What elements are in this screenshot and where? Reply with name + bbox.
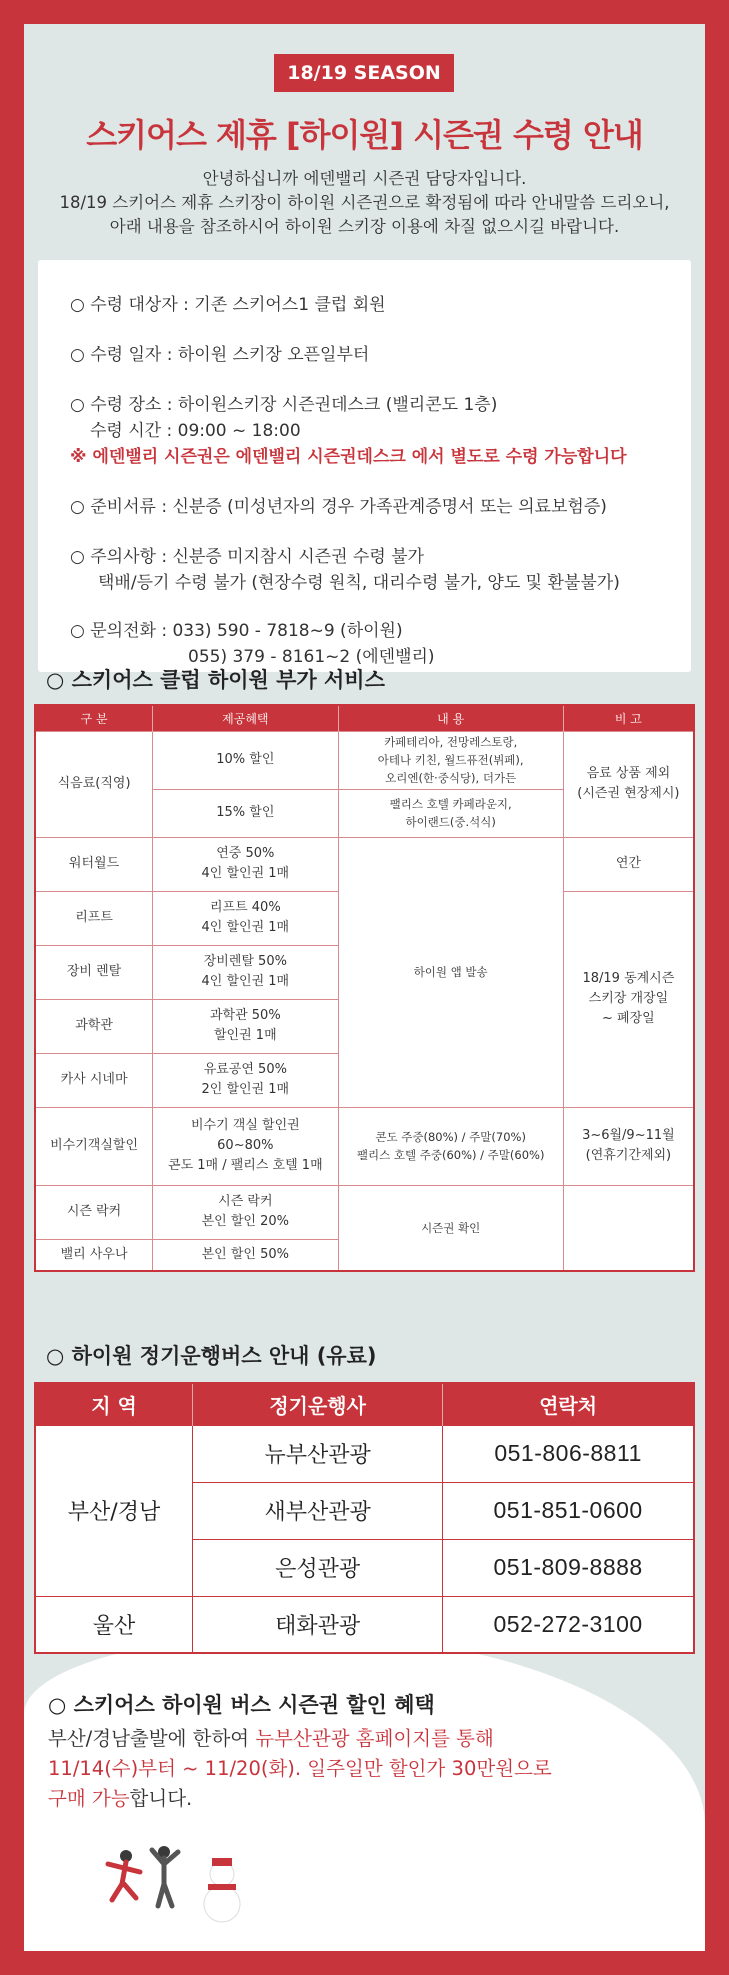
bus-heading: ○ 하이원 정기운행버스 안내 (유료) [46, 1344, 377, 1368]
cell-category: 리프트 [35, 891, 153, 945]
poster-panel [24, 24, 705, 1951]
info-time: 수령 시간 : 09:00 ~ 18:00 [90, 421, 301, 441]
intro-line: 안녕하십니까 에덴밸리 시즌권 담당자입니다. [202, 169, 527, 188]
info-phone-highone: ○ 문의전화 : 033) 590 - 7818~9 (하이원) [70, 621, 403, 641]
info-phone-edenvalley: 055) 379 - 8161~2 (에덴밸리) [188, 647, 435, 667]
cell-region: 부산/경남 [35, 1425, 193, 1596]
col-header-region: 지 역 [35, 1383, 193, 1425]
cell-phone: 051-806-8811 [443, 1425, 694, 1482]
intro-line: 아래 내용을 참조하시어 하이원 스키장 이용에 차질 없으시길 바랍니다. [109, 217, 620, 236]
info-notice: ※ 에덴밸리 시즌권은 에덴밸리 시즌권데스크 에서 별도로 수령 가능합니다 [70, 447, 627, 467]
cell-company: 뉴부산관광 [193, 1425, 443, 1482]
cell-category: 밸리 사우나 [35, 1239, 153, 1271]
services-heading: ○ 스키어스 클럽 하이원 부가 서비스 [46, 668, 385, 692]
info-target: ○ 수령 대상자 : 기존 스키어스1 클럽 회원 [70, 295, 386, 315]
cell-benefit: 본인 할인 50% [153, 1239, 338, 1271]
cell-benefit: 15% 할인 [153, 789, 338, 837]
cell-note: 3~6월/9~11월 (연휴기간제외) [563, 1107, 694, 1185]
cell-category: 비수기객실할인 [35, 1107, 153, 1185]
table-row [35, 1425, 694, 1482]
table-row [35, 837, 694, 891]
bus-table [34, 1382, 695, 1654]
col-header-benefit: 제공혜택 [153, 705, 338, 731]
col-header-content: 내 용 [338, 705, 563, 731]
season-badge: 18/19 SEASON [274, 54, 454, 92]
cell-category: 카사 시네마 [35, 1053, 153, 1107]
cell-note: 음료 상품 제외 (시즌권 현장제시) [563, 731, 694, 837]
cell-content: 시즌권 확인 [338, 1185, 563, 1271]
info-date: ○ 수령 일자 : 하이원 스키장 오픈일부터 [70, 345, 370, 365]
cell-category: 식음료(직영) [35, 731, 153, 837]
cell-note: 연간 [563, 837, 694, 891]
table-row [35, 1107, 694, 1185]
cell-note: 18/19 동계시즌 스키장 개장일 ~ 폐장일 [563, 891, 694, 1107]
promo-heading: ○ 스키어스 하이원 버스 시즌권 할인 혜택 [48, 1693, 435, 1717]
cell-category: 워터월드 [35, 837, 153, 891]
table-row [35, 731, 694, 789]
col-header-note: 비 고 [563, 705, 694, 731]
page-title: 스키어스 제휴 [하이원] 시즌권 수령 안내 [86, 116, 643, 154]
info-place: ○ 수령 장소 : 하이원스키장 시즌권데스크 (밸리콘도 1층) [70, 395, 498, 415]
cell-category: 과학관 [35, 999, 153, 1053]
info-box [38, 260, 691, 672]
cell-benefit: 시즌 락커 본인 할인 20% [153, 1185, 338, 1239]
cell-region: 울산 [35, 1596, 193, 1653]
cell-content: 카페테리아, 전망레스토랑, 아테나 키친, 월드퓨전(뷔페), 오리엔(한·중식당), 더가든 [338, 731, 563, 789]
intro-text [24, 167, 705, 239]
cell-company: 새부산관광 [193, 1482, 443, 1539]
cell-phone: 051-809-8888 [443, 1539, 694, 1596]
cell-content: 하이원 앱 발송 [338, 837, 563, 1107]
services-table [34, 704, 695, 1272]
info-docs: ○ 준비서류 : 신분증 (미성년자의 경우 가족관계증명서 또는 의료보험증) [70, 497, 607, 517]
col-header-contact: 연락처 [443, 1383, 694, 1425]
cell-benefit: 연중 50% 4인 할인권 1매 [153, 837, 338, 891]
info-caution-detail: 택배/등기 수령 불가 (현장수령 원칙, 대리수령 불가, 양도 및 환불불가) [98, 573, 620, 593]
promo-text: 부산/경남출발에 한하여 뉴부산관광 홈페이지를 통해 11/14(수)부터 ~ 11/20(화). 일주일만 할인가 30만원으로 구매 가능합니다. [48, 1727, 552, 1810]
cell-benefit: 10% 할인 [153, 731, 338, 789]
table-row [35, 1596, 694, 1653]
cell-category: 시즌 락커 [35, 1185, 153, 1239]
cell-benefit: 유료공연 50% 2인 할인권 1매 [153, 1053, 338, 1107]
col-header-category: 구 분 [35, 705, 153, 731]
cell-phone: 052-272-3100 [443, 1596, 694, 1653]
cell-benefit: 장비렌탈 50% 4인 할인권 1매 [153, 945, 338, 999]
cell-benefit: 리프트 40% 4인 할인권 1매 [153, 891, 338, 945]
skaters-snowman-illustration [94, 1844, 264, 1934]
cell-note [563, 1185, 694, 1271]
info-caution: ○ 주의사항 : 신분증 미지참시 시즌권 수령 불가 [70, 547, 424, 567]
cell-phone: 051-851-0600 [443, 1482, 694, 1539]
cell-company: 은성관광 [193, 1539, 443, 1596]
cell-category: 장비 렌탈 [35, 945, 153, 999]
cell-company: 태화관광 [193, 1596, 443, 1653]
cell-content: 팰리스 호텔 카페라운지, 하이랜드(중.석식) [338, 789, 563, 837]
table-row [35, 1185, 694, 1239]
cell-benefit: 비수기 객실 할인권 60~80% 콘도 1매 / 팰리스 호텔 1매 [153, 1107, 338, 1185]
col-header-company: 정기운행사 [193, 1383, 443, 1425]
intro-line: 18/19 스키어스 제휴 스키장이 하이원 시즌권으로 확정됨에 따라 안내말씀 드리오니, [59, 193, 670, 212]
cell-benefit: 과학관 50% 할인권 1매 [153, 999, 338, 1053]
cell-content: 콘도 주중(80%) / 주말(70%) 팰리스 호텔 주중(60%) / 주말(60%) [338, 1107, 563, 1185]
